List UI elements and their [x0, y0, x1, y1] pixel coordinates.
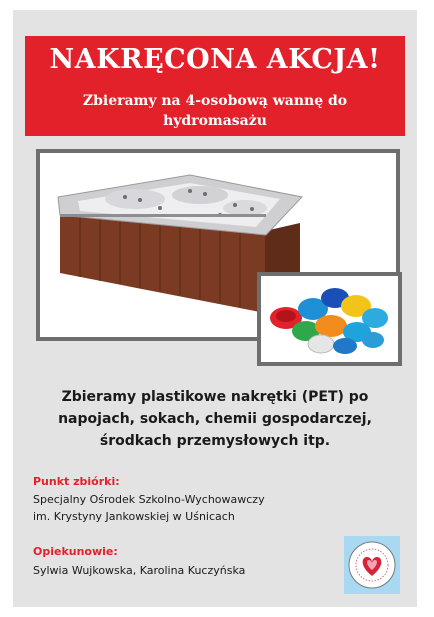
intro-text: Zbieramy plastikowe nakrętki (PET) po napojach, sokach, chemii gospodarczej, środkach przemysłowych itp. [58, 389, 372, 449]
collection-point-line1: Specjalny Ośrodek Szkolno-Wychowawczy [33, 493, 265, 506]
bottle-caps-image [257, 272, 402, 366]
guardians-names: Sylwia Wujkowska, Karolina Kuczyńska [33, 564, 246, 577]
school-logo [344, 536, 400, 594]
guardians-label: Opiekunowie: [33, 545, 118, 558]
collection-point-line2: im. Krystyny Jankowskiej w Uśnicach [33, 510, 235, 523]
header-banner [25, 36, 405, 136]
banner-subtitle: Zbieramy na 4-osobową wannę do hydromasażu [82, 93, 348, 129]
collection-point-label: Punkt zbiórki: [33, 475, 120, 488]
banner-title: NAKRĘCONA AKCJA! [49, 44, 381, 75]
poster [13, 10, 417, 607]
